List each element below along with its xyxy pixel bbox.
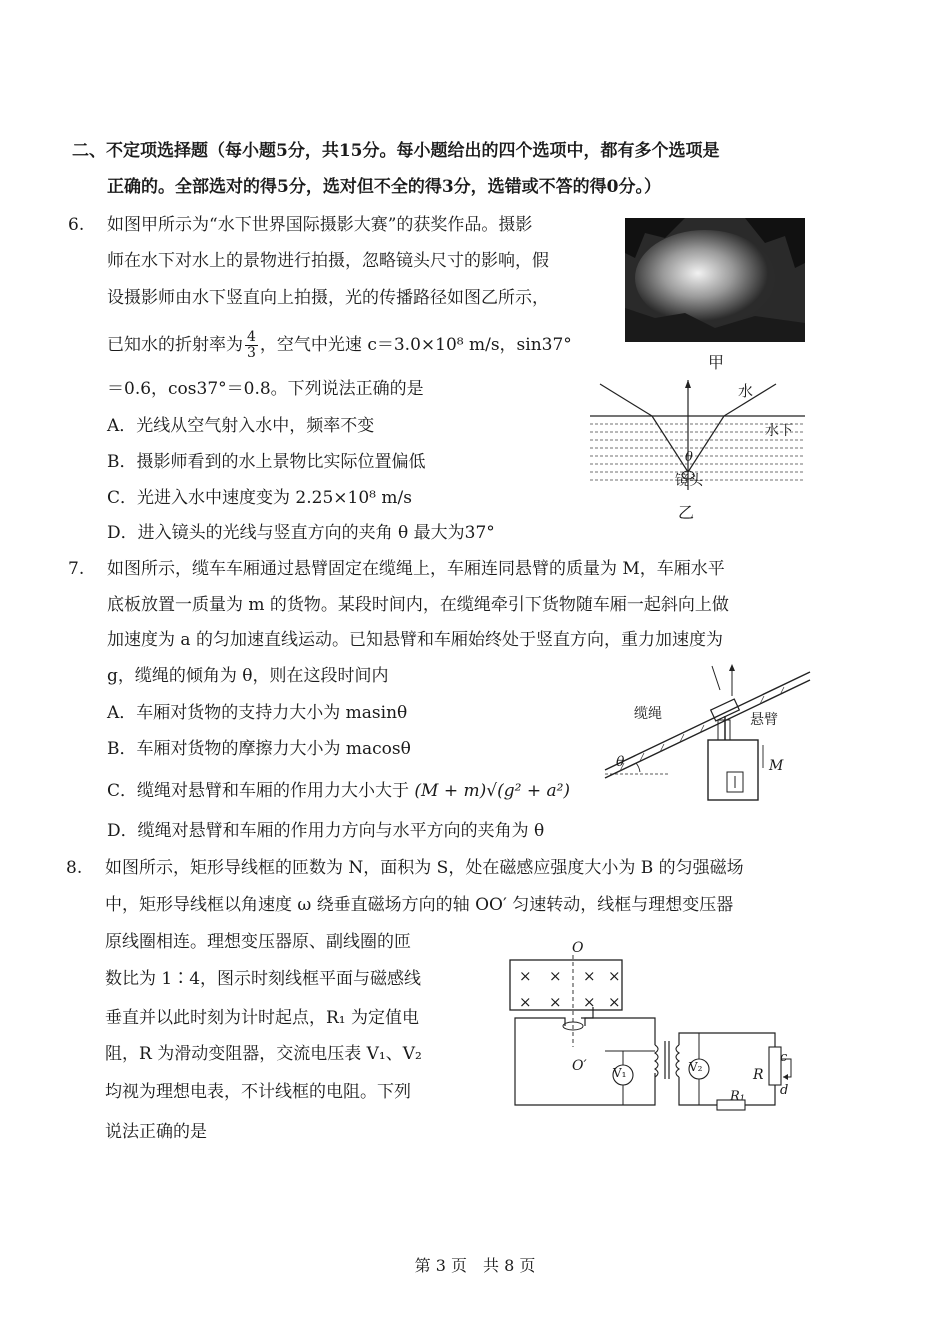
cable-car-diagram [600,660,815,805]
q8-line-2: 中，矩形导线框以角速度 ω 绕垂直磁场方向的轴 OO′ 匀速转动，线框与理想变压器 [105,895,734,915]
q7-option-c-text: C．缆绳对悬臂和车厢的作用力大小大于 [107,781,410,801]
field-cross: × [549,993,562,1011]
q7-number: 7. [68,559,85,579]
label-V2: V₂ [689,1060,703,1074]
label-R: R [753,1067,764,1083]
field-cross: × [549,967,562,985]
label-axis-O-prime: O′ [572,1058,587,1074]
field-cross: × [583,993,596,1011]
figure-jia-caption: 甲 [708,353,725,372]
field-cross: × [519,993,532,1011]
q7-line-4: g，缆绳的倾角为 θ，则在这段时间内 [107,666,389,686]
label-axis-O: O [572,940,584,956]
q8-line-6: 阻，R 为滑动变阻器，交流电压表 V₁、V₂ [105,1044,422,1064]
q7-option-c-expression: (M + m)√(g² + a²) [414,781,571,801]
q8-line-5: 垂直并以此时刻为计时起点，R₁ 为定值电 [105,1008,420,1028]
q8-line-7: 均视为理想电表，不计线框的电阻。下列 [105,1082,411,1102]
q8-number: 8. [66,858,83,878]
q6-option-d: D．进入镜头的光线与竖直方向的夹角 θ 最大为37° [107,523,495,543]
label-underwater: 水下 [765,423,793,439]
field-cross: × [608,967,621,985]
q6-option-a: A．光线从空气射入水中，频率不变 [107,416,375,436]
q6-line-3: 设摄影师由水下竖直向上拍摄，光的传播路径如图乙所示， [107,288,549,308]
q7-line-3: 加速度为 a 的匀加速直线运动。已知悬臂和车厢始终处于竖直方向，重力加速度为 [107,630,723,650]
field-cross: × [583,967,596,985]
section-heading-line2: 正确的。全部选对的得5分，选对但不全的得3分，选错或不答的得0分。） [107,177,661,197]
q8-line-3: 原线圈相连。理想变压器原、副线圈的匝 [105,932,411,952]
q7-line-1: 如图所示，缆车车厢通过悬臂固定在缆绳上，车厢连同悬臂的质量为 M，车厢水平 [107,559,725,579]
q6-option-c: C．光进入水中速度变为 2.25×10⁸ m/s [107,488,412,508]
q8-line-4: 数比为 1∶4，图示时刻线框平面与磁感线 [105,969,422,989]
q8-line-8: 说法正确的是 [105,1122,207,1142]
q6-option-b: B．摄影师看到的水上景物比实际位置偏低 [107,452,426,472]
refraction-diagram [590,380,810,510]
underwater-photo [625,218,805,342]
q7-option-c [107,780,570,802]
fraction-numerator: 4 [247,329,256,345]
q7-line-2: 底板放置一质量为 m 的货物。某段时间内，在缆绳牵引下货物随车厢一起斜向上做 [107,595,729,615]
q7-option-a: A．车厢对货物的支持力大小为 masinθ [107,703,408,723]
field-cross: × [608,993,621,1011]
label-water: 水 [738,382,754,400]
figure-yi-caption: 乙 [678,503,695,522]
label-M: M [769,758,784,774]
q6-line-5: ＝0.6，cos37°＝0.8。下列说法正确的是 [107,379,424,399]
label-V1: V₁ [613,1066,627,1080]
label-lens: 镜头 [675,473,703,489]
photo-illustration [625,218,805,342]
q7-option-d: D．缆绳对悬臂和车厢的作用力方向与水平方向的夹角为 θ [107,821,545,841]
q6-line-4-text-a: 已知水的折射率为 [107,335,243,355]
label-R1: R₁ [730,1089,745,1104]
q6-number: 6. [68,215,85,235]
label-rope: 缆绳 [634,706,662,722]
page-footer: 第 3 页 共 8 页 [414,1256,536,1275]
section-heading-line1: 二、不定项选择题（每小题5分，共15分。每小题给出的四个选项中，都有多个选项是 [72,141,720,161]
refractive-index-fraction [245,330,258,361]
q6-line-1: 如图甲所示为“水下世界国际摄影大赛”的获奖作品。摄影 [107,215,533,235]
field-cross: × [519,967,532,985]
q7-option-b: B．车厢对货物的摩擦力大小为 macosθ [107,739,411,759]
label-arm: 悬臂 [750,712,778,728]
q8-line-1: 如图所示，矩形导线框的匝数为 N，面积为 S，处在磁感应强度大小为 B 的匀强磁场 [105,858,744,878]
q6-line-2: 师在水下对水上的景物进行拍摄，忽略镜头尺寸的影响，假 [107,251,549,271]
label-c: c [780,1050,788,1065]
q6-line-4-text-b: ，空气中光速 c＝3.0×10⁸ m/s，sin37° [259,335,572,355]
label-theta: θ [685,450,693,465]
fraction-denominator: 3 [247,345,256,361]
label-d: d [780,1083,789,1098]
label-theta-q7: θ [616,754,625,770]
q6-line-4 [107,330,572,361]
